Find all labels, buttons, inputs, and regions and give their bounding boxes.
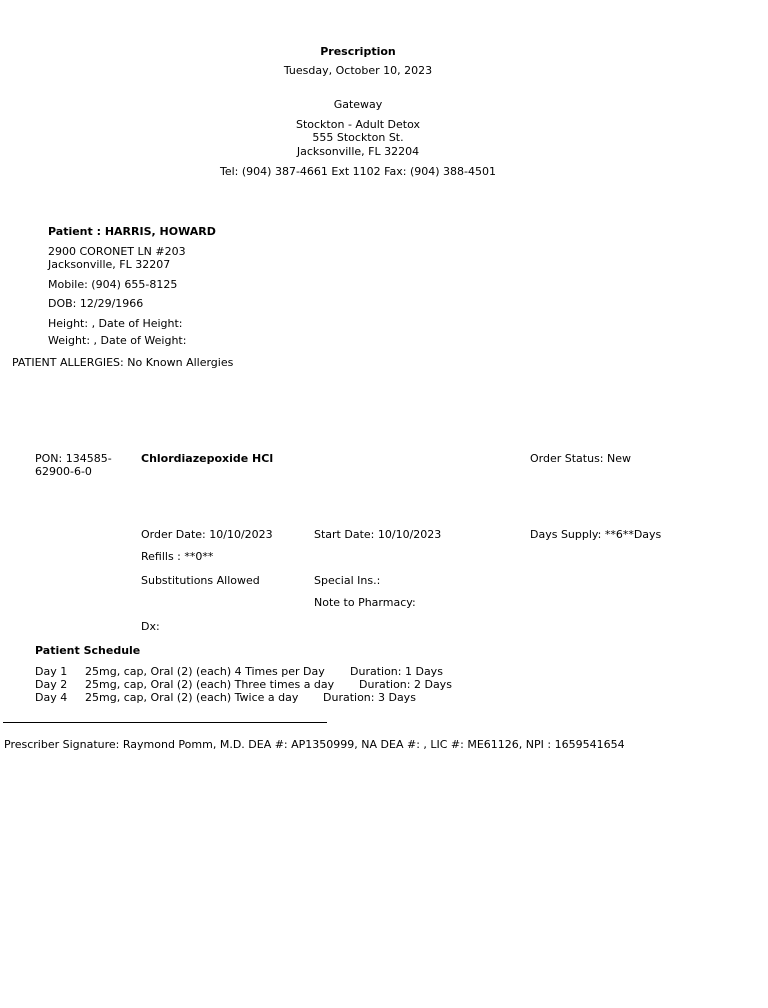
schedule-title: Patient Schedule	[35, 644, 141, 657]
document-title: Prescription	[320, 45, 396, 58]
prescriber-signature: Prescriber Signature: Raymond Pomm, M.D. DEA #: AP1350999, NA DEA #: , LIC #: ME61126, NPI : 1659541654	[4, 738, 625, 751]
start-date: Start Date: 10/10/2023	[314, 528, 442, 541]
schedule-duration: Duration: 2 Days	[359, 678, 452, 691]
diagnosis: Dx:	[141, 620, 160, 633]
schedule-day: Day 4	[35, 691, 68, 704]
order-date: Order Date: 10/10/2023	[141, 528, 273, 541]
schedule-dose: 25mg, cap, Oral (2) (each) Twice a day	[85, 691, 299, 704]
patient-allergies: PATIENT ALLERGIES: No Known Allergies	[12, 356, 234, 369]
substitutions: Substitutions Allowed	[141, 574, 260, 587]
patient-height: Height: , Date of Height:	[48, 317, 183, 330]
schedule-day: Day 2	[35, 678, 68, 691]
patient-dob: DOB: 12/29/1966	[48, 297, 144, 310]
refills: Refills : **0**	[141, 550, 214, 563]
document-date: Tuesday, October 10, 2023	[283, 64, 433, 77]
patient-address-line1: 2900 CORONET LN #203	[48, 245, 186, 258]
facility-city: Jacksonville, FL 32204	[296, 145, 420, 158]
pon-line2: 62900-6-0	[35, 465, 92, 478]
schedule-dose: 25mg, cap, Oral (2) (each) Three times a day	[85, 678, 335, 691]
signature-line	[3, 722, 327, 723]
schedule-duration: Duration: 3 Days	[323, 691, 416, 704]
pon-line1: PON: 134585-	[35, 452, 112, 465]
organization-name: Gateway	[333, 98, 383, 111]
patient-mobile: Mobile: (904) 655-8125	[48, 278, 178, 291]
special-instructions: Special Ins.:	[314, 574, 381, 587]
facility-name: Stockton - Adult Detox	[295, 118, 421, 131]
patient-address-line2: Jacksonville, FL 32207	[48, 258, 171, 271]
drug-name: Chlordiazepoxide HCl	[141, 452, 274, 465]
patient-weight: Weight: , Date of Weight:	[48, 334, 187, 347]
facility-street: 555 Stockton St.	[312, 131, 404, 144]
facility-contact: Tel: (904) 387-4661 Ext 1102 Fax: (904) 388-4501	[220, 165, 496, 178]
schedule-dose: 25mg, cap, Oral (2) (each) 4 Times per Day	[85, 665, 325, 678]
order-status: Order Status: New	[530, 452, 632, 465]
note-to-pharmacy: Note to Pharmacy:	[314, 596, 416, 609]
schedule-day: Day 1	[35, 665, 68, 678]
schedule-duration: Duration: 1 Days	[350, 665, 443, 678]
days-supply: Days Supply: **6**Days	[530, 528, 662, 541]
patient-name: Patient : HARRIS, HOWARD	[48, 225, 216, 238]
